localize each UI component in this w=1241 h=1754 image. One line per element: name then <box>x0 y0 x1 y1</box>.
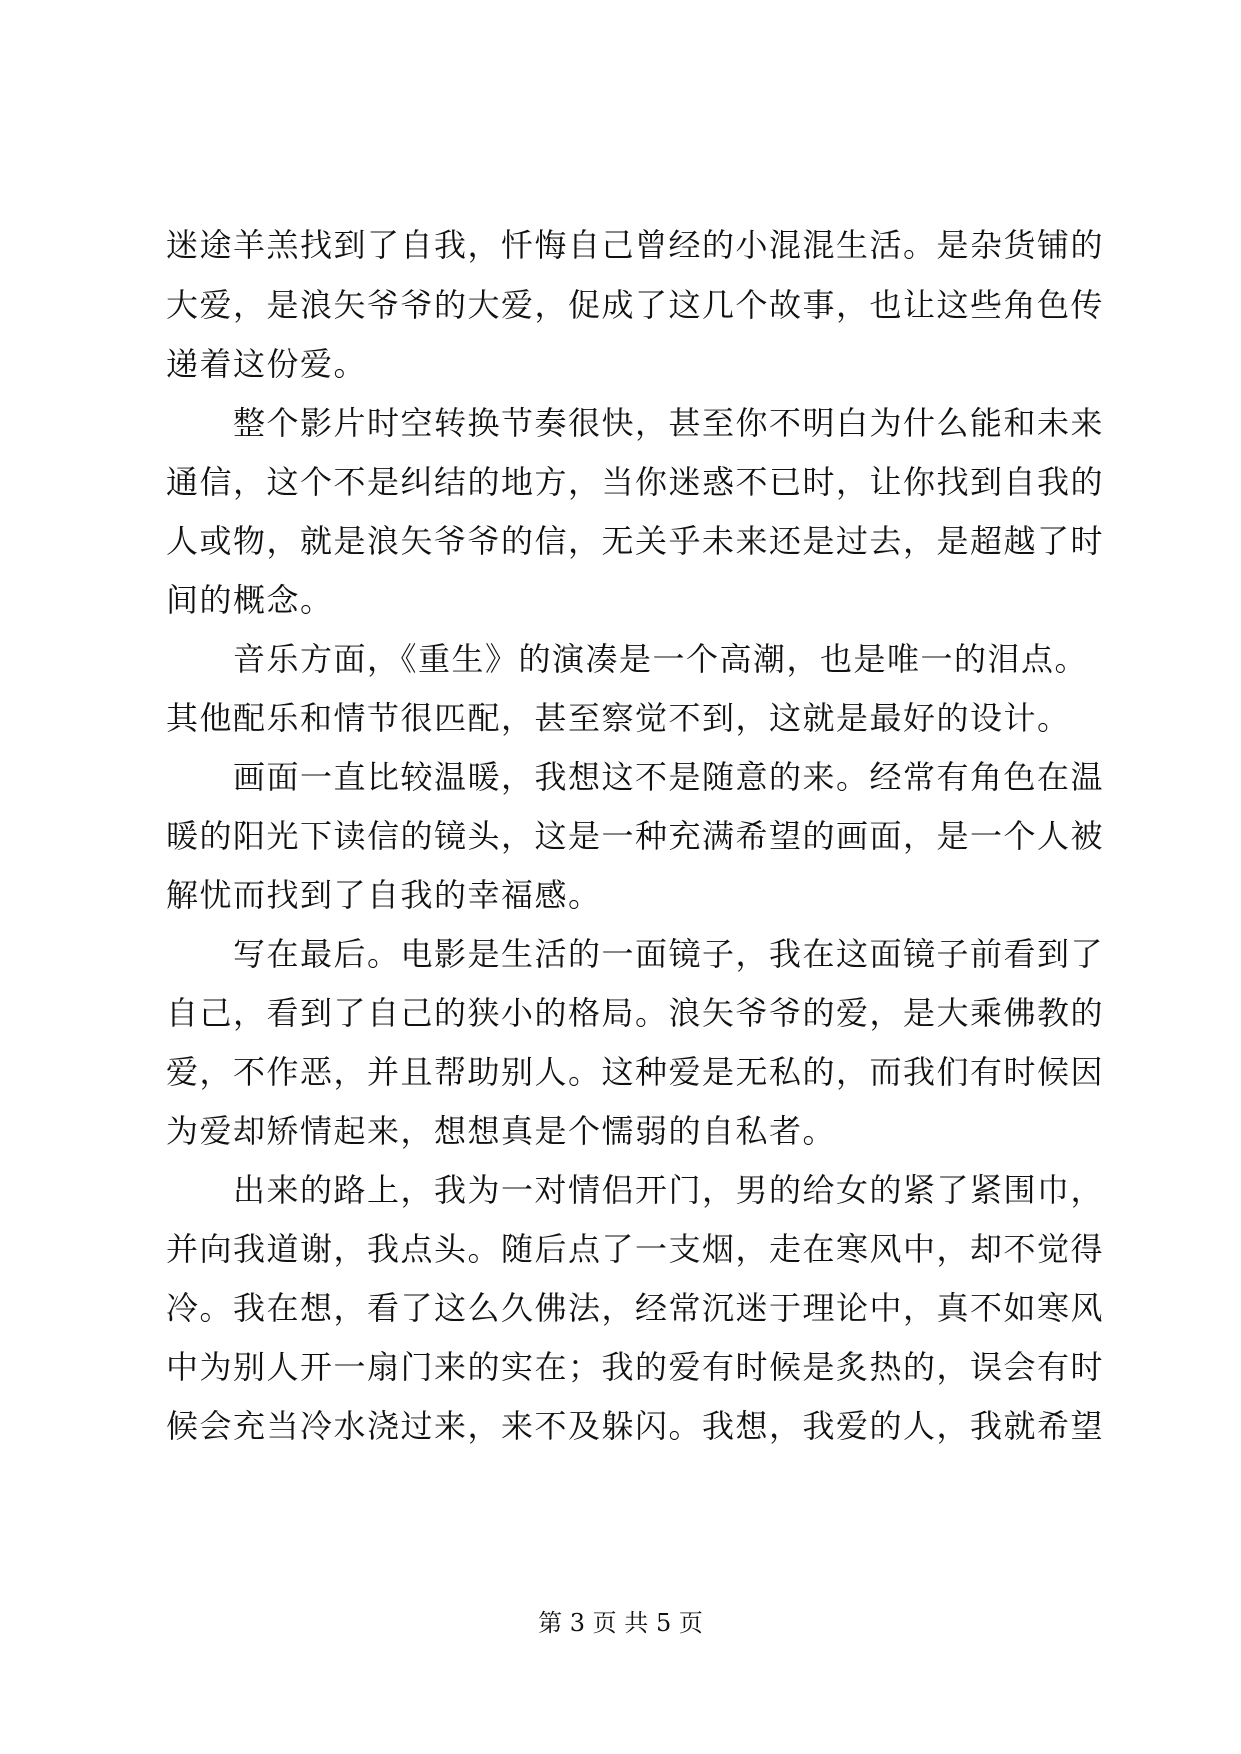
page-number-footer: 第 3 页 共 5 页 <box>538 1609 703 1637</box>
text-line: 画面一直比较温暖，我想这不是随意的来。经常有角色在温 <box>166 758 1105 796</box>
text-line: 写在最后。电影是生活的一面镜子，我在这面镜子前看到了 <box>166 935 1105 973</box>
text-line: 自己，看到了自己的狭小的格局。浪矢爷爷的爱，是大乘佛教的 <box>166 994 1105 1032</box>
text-line: 通信，这个不是纠结的地方，当你迷惑不已时，让你找到自我的 <box>166 463 1105 501</box>
text-line: 候会充当冷水浇过来，来不及躲闪。我想，我爱的人，我就希望 <box>166 1407 1105 1445</box>
text-line: 整个影片时空转换节奏很快，甚至你不明白为什么能和未来 <box>166 404 1105 442</box>
text-line: 人或物，就是浪矢爷爷的信，无关乎未来还是过去，是超越了时 <box>166 522 1105 560</box>
text-line: 暖的阳光下读信的镜头，这是一种充满希望的画面，是一个人被 <box>166 817 1105 855</box>
text-line: 爱，不作恶，并且帮助别人。这种爱是无私的，而我们有时候因 <box>166 1053 1105 1091</box>
text-line: 中为别人开一扇门来的实在；我的爱有时候是炙热的，误会有时 <box>166 1348 1105 1386</box>
text-line: 解忧而找到了自我的幸福感。 <box>166 876 602 914</box>
text-line: 递着这份爱。 <box>166 345 368 383</box>
text-line: 为爱却矫情起来，想想真是个懦弱的自私者。 <box>166 1112 837 1150</box>
text-line: 间的概念。 <box>166 581 334 619</box>
text-line: 迷途羊羔找到了自我，忏悔自己曾经的小混混生活。是杂货铺的 <box>166 226 1105 264</box>
text-line: 冷。我在想，看了这么久佛法，经常沉迷于理论中，真不如寒风 <box>166 1289 1105 1327</box>
text-line: 大爱，是浪矢爷爷的大爱，促成了这几个故事，也让这些角色传 <box>166 286 1105 324</box>
text-line: 并向我道谢，我点头。随后点了一支烟，走在寒风中，却不觉得 <box>166 1230 1105 1268</box>
text-line: 出来的路上，我为一对情侣开门，男的给女的紧了紧围巾， <box>166 1171 1105 1209</box>
text-line: 音乐方面，《重生》的演凑是一个高潮，也是唯一的泪点。 <box>166 640 1089 678</box>
text-line: 其他配乐和情节很匹配，甚至察觉不到，这就是最好的设计。 <box>166 699 1071 737</box>
